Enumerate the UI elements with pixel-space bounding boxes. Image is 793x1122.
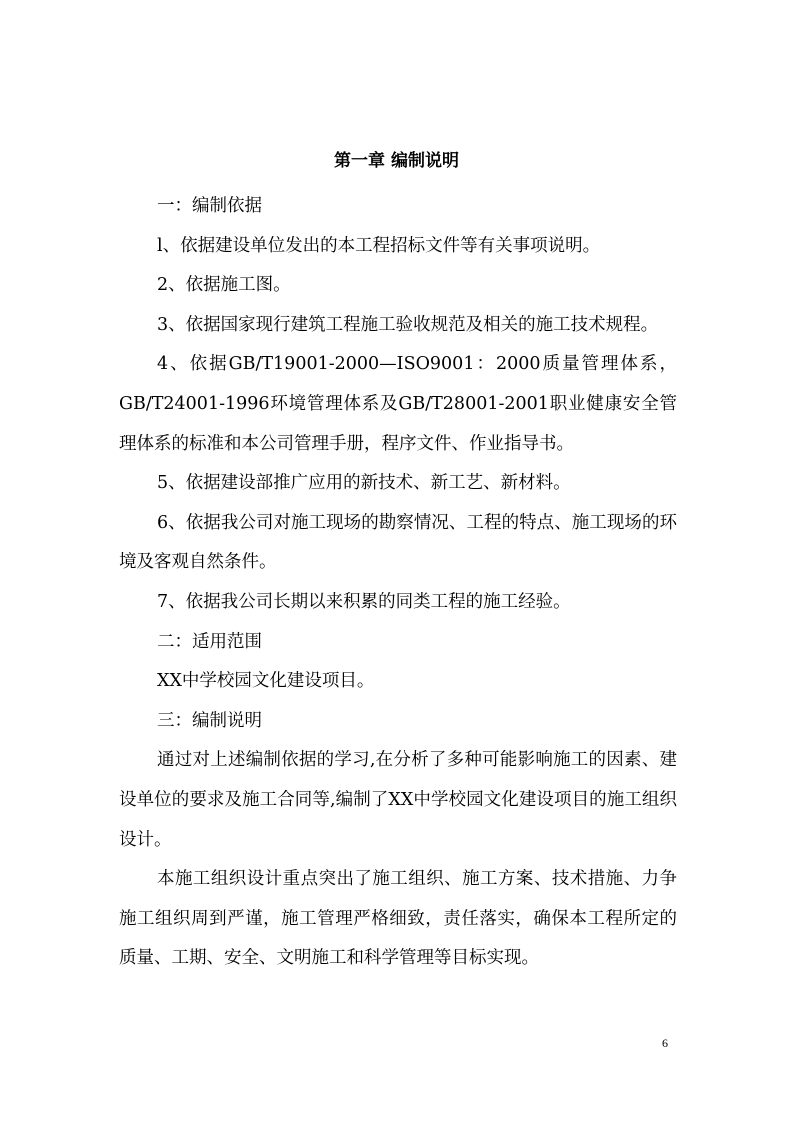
explanation-paragraph-1: 通过对上述编制依据的学习,在分析了多种可能影响施工的因素、建设单位的要求及施工合同等,编制了XX中学校园文化建设项目的施工组织设计。 <box>119 750 677 850</box>
section-heading-scope: 二：适用范围 <box>157 631 262 652</box>
page-number: 6 <box>662 1036 668 1050</box>
basis-item-5: 5、依据建设部推广应用的新技术、新工艺、新材料。 <box>157 473 571 494</box>
basis-item-2: 2、依据施工图。 <box>157 275 291 296</box>
document-body <box>119 187 677 979</box>
basis-item-4: 4、依据GB/T19001-2000—ISO9001：2000质量管理体系，GB/T24001-1996环境管理体系及GB/T28001-2001职业健康安全管理体系的标准和本公司管理手册，程序文件、作业指导书。 <box>119 354 677 454</box>
basis-item-1: l、依据建设单位发出的本工程招标文件等有关事项说明。 <box>157 235 601 256</box>
chapter-title: 第一章 编制说明 <box>334 151 459 171</box>
explanation-paragraph-2: 本施工组织设计重点突出了施工组织、施工方案、技术措施、力争施工组织周到严谨，施工管理严格细致，责任落实，确保本工程所定的质量、工期、安全、文明施工和科学管理等目标实现。 <box>119 869 677 969</box>
basis-item-7: 7、依据我公司长期以来积累的同类工程的施工经验。 <box>157 591 571 612</box>
section-heading-explanation: 三：编制说明 <box>157 710 262 731</box>
section-heading-basis: 一：编制依据 <box>157 196 262 216</box>
basis-item-6: 6、依据我公司对施工现场的勘察情况、工程的特点、施工现场的环境及客观自然条件。 <box>119 512 677 573</box>
scope-text: XX中学校园文化建设项目。 <box>157 671 375 692</box>
basis-item-3: 3、依据国家现行建筑工程施工验收规范及相关的施工技术规程。 <box>157 314 659 335</box>
